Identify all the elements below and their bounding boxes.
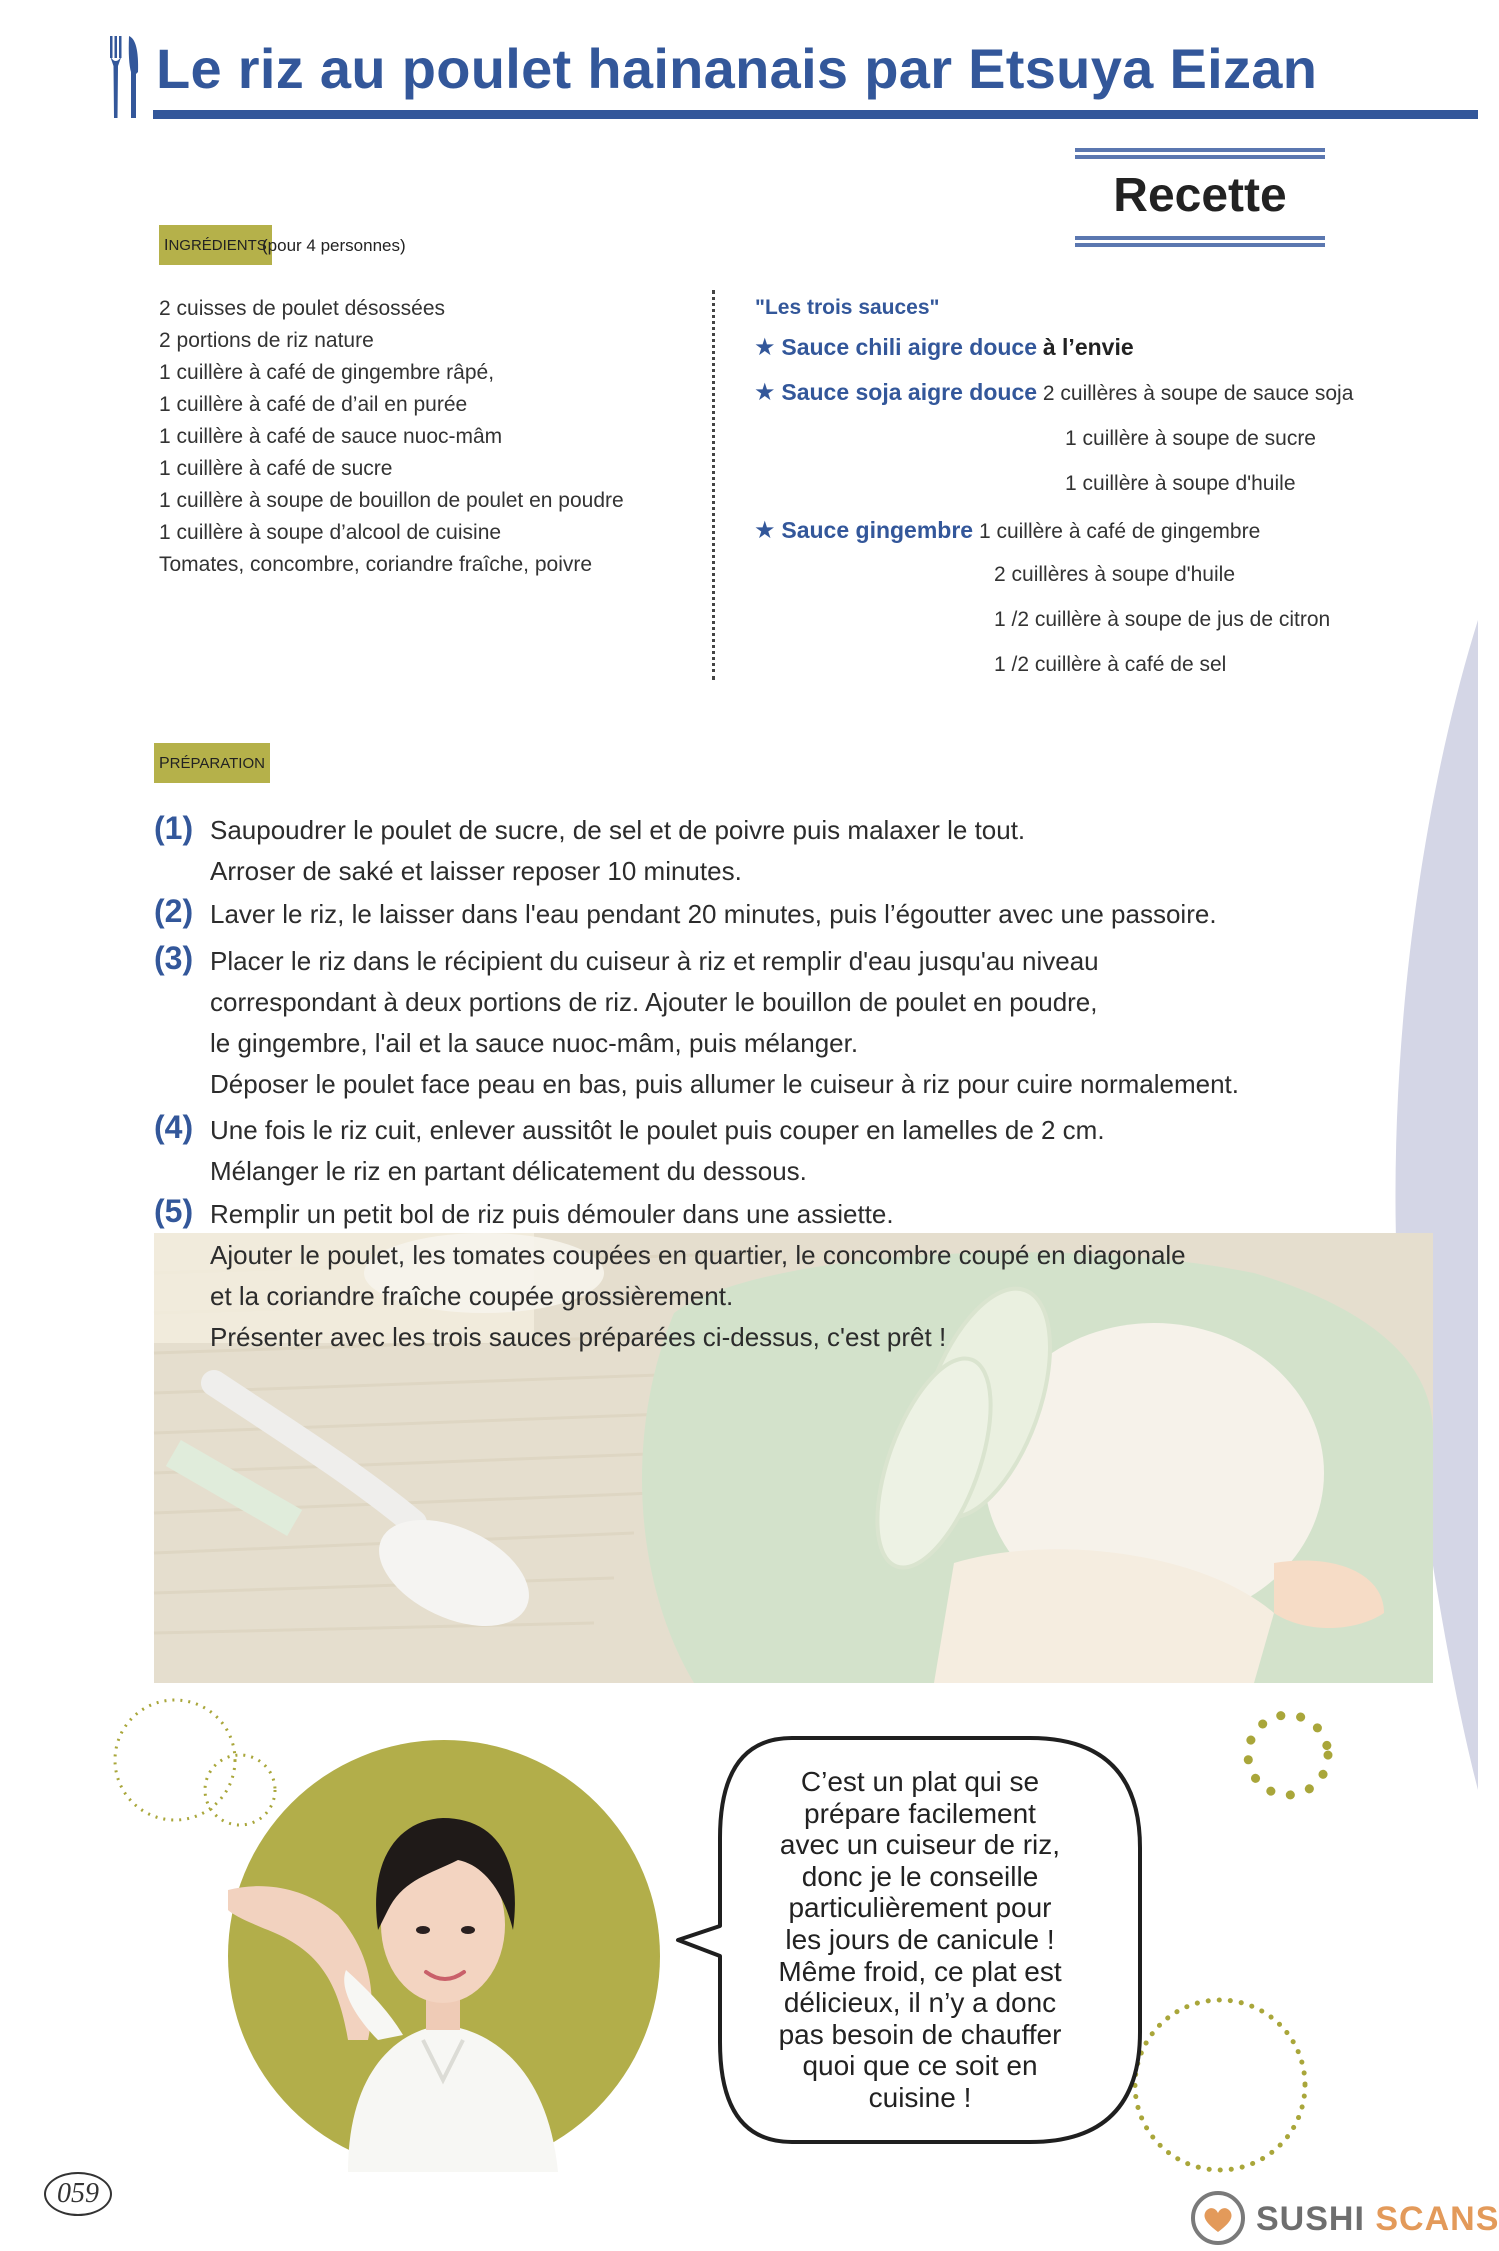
speech-line: quoi que ce soit en — [802, 2050, 1038, 2082]
step-text: le gingembre, l'ail et la sauce nuoc-mâm, puis mélanger. — [210, 1028, 859, 1058]
ingredient-item: 2 cuisses de poulet désossées — [159, 297, 446, 320]
step-number: (3) — [154, 940, 194, 976]
ingredient-item: 1 cuillère à café de d’ail en purée — [159, 393, 468, 416]
star-icon: ★ — [754, 379, 776, 406]
chef-portrait — [228, 1740, 660, 2172]
ingredients-tag-rest: NGRÉDIENTS — [168, 237, 267, 254]
sauce-gingembre-row — [754, 516, 1260, 545]
recette-bottom-rule-2 — [1075, 243, 1325, 247]
speech-text — [745, 1766, 1095, 2114]
ingredient-item: 1 cuillère à soupe de bouillon de poulet en poudre — [159, 489, 624, 512]
ingredient-item: 1 cuillère à café de gingembre râpé, — [159, 361, 495, 384]
recette-top-rule-2 — [1075, 155, 1325, 159]
step-text: Remplir un petit bol de riz puis démouler dans une assiette. — [210, 1199, 894, 1229]
step-text: Placer le riz dans le récipient du cuiseur à riz et remplir d'eau jusqu'au niveau — [210, 946, 1099, 976]
sauce-soja-name: Sauce soja aigre douce — [781, 379, 1038, 405]
logo-word-scans: SCANS — [1375, 2200, 1499, 2238]
logo-heart-icon — [1188, 2190, 1248, 2251]
speech-line: Même froid, ce plat est — [778, 1955, 1062, 1987]
step-text: Présenter avec les trois sauces préparées ci-dessus, c'est prêt ! — [210, 1322, 947, 1352]
step-number: (1) — [154, 810, 194, 846]
step-text: Ajouter le poulet, les tomates coupées en quartier, le concombre coupé en diagonale — [210, 1240, 1186, 1270]
ingredient-item: 1 cuillère à café de sucre — [159, 457, 393, 480]
sauce-soja-line: 1 cuillère à soupe de sucre — [1065, 427, 1316, 450]
step-number: (2) — [154, 893, 194, 929]
page-number: 059 — [44, 2172, 112, 2216]
speech-line: donc je le conseille — [801, 1860, 1039, 1892]
sauce-chili-name: Sauce chili aigre douce — [781, 334, 1038, 360]
dotted-divider — [712, 290, 715, 680]
logo-wordmark — [1256, 2200, 1499, 2239]
sauce-soja-line: 1 cuillère à soupe d'huile — [1065, 472, 1296, 495]
step-text: Une fois le riz cuit, enlever aussitôt le poulet puis couper en lamelles de 2 cm. — [210, 1115, 1105, 1145]
ingredient-item: 2 portions de riz nature — [159, 329, 374, 352]
preparation-tag-initial: P — [159, 755, 170, 772]
step-number: (5) — [154, 1193, 194, 1229]
sauce-gingembre-line: 1 /2 cuillère à café de sel — [994, 653, 1227, 676]
sauce-chili-amount: à l’envie — [1042, 334, 1134, 360]
step-text: et la coriandre fraîche coupée grossièrement. — [210, 1281, 734, 1311]
decorative-dot-ring — [1125, 1990, 1315, 2185]
step-text: Laver le riz, le laisser dans l'eau pendant 20 minutes, puis l’égoutter avec une passoire. — [210, 899, 1217, 929]
sauce-soja-row — [754, 378, 1353, 407]
ingredients-tag — [159, 225, 272, 265]
recette-top-rule — [1075, 148, 1325, 152]
title-underline — [153, 110, 1478, 119]
step-text: Saupoudrer le poulet de sucre, de sel et de poivre puis malaxer le tout. — [210, 815, 1026, 845]
sauce-gingembre-line: 1 /2 cuillère à soupe de jus de citron — [994, 608, 1331, 631]
ingredient-item: Tomates, concombre, coriandre fraîche, poivre — [159, 553, 593, 576]
fork-knife-icon — [108, 32, 142, 127]
speech-line: avec un cuiseur de riz, — [779, 1829, 1061, 1861]
sauces-title: "Les trois sauces" — [755, 296, 940, 319]
speech-line: C’est un plat qui se — [800, 1766, 1040, 1797]
ingredients-tag-initial: I — [164, 237, 169, 254]
servings-note: (pour 4 personnes) — [262, 236, 406, 255]
sauce-gingembre-line: 1 cuillère à café de gingembre — [978, 520, 1261, 543]
sauce-soja-line: 2 cuillères à soupe de sauce soja — [1042, 382, 1354, 405]
page-title: Le riz au poulet hainanais par Etsuya Eizan — [156, 37, 1318, 100]
step-text: Déposer le poulet face peau en bas, puis allumer le cuiseur à riz pour cuire normalement. — [210, 1069, 1239, 1099]
ingredient-item: 1 cuillère à café de sauce nuoc-mâm — [159, 425, 503, 448]
step-text: Mélanger le riz en partant délicatement du dessous. — [210, 1156, 807, 1186]
recette-bottom-rule — [1075, 236, 1325, 240]
sauce-gingembre-line: 2 cuillères à soupe d'huile — [994, 563, 1235, 586]
star-icon: ★ — [754, 517, 776, 544]
step-text: correspondant à deux portions de riz. Ajouter le bouillon de poulet en poudre, — [210, 987, 1098, 1017]
speech-line: cuisine ! — [868, 2081, 972, 2113]
speech-line: les jours de canicule ! — [785, 1923, 1055, 1955]
ingredients-list — [159, 293, 624, 581]
speech-line: particulièrement pour — [788, 1892, 1052, 1924]
sauce-gingembre-name: Sauce gingembre — [781, 517, 974, 543]
logo-word-sushi: SUSHI — [1256, 2200, 1365, 2238]
ingredient-item: 1 cuillère à soupe d’alcool de cuisine — [159, 521, 502, 544]
speech-line: prépare facilement — [804, 1797, 1036, 1829]
decorative-dot-ring — [1238, 1705, 1338, 1810]
sauce-chili-row — [754, 333, 1134, 362]
recette-heading: Recette — [1113, 169, 1287, 222]
preparation-tag — [154, 743, 270, 783]
step-number: (4) — [154, 1109, 194, 1145]
speech-line: pas besoin de chauffer — [778, 2018, 1062, 2050]
star-icon: ★ — [754, 334, 776, 361]
step-text: Arroser de saké et laisser reposer 10 minutes. — [210, 856, 742, 886]
preparation-tag-rest: RÉPARATION — [169, 755, 265, 772]
speech-line: délicieux, il n’y a donc — [783, 1987, 1057, 2019]
